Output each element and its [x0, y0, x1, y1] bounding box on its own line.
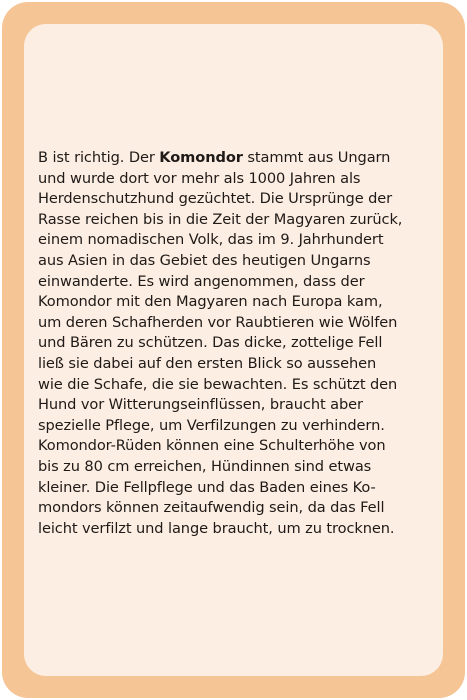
- answer-card-inner: [24, 24, 443, 676]
- answer-line: spezielle Pflege, um Verfilzungen zu verhindern.: [38, 416, 385, 434]
- answer-line: aus Asien in das Gebiet des heutigen Ungarns: [38, 251, 371, 269]
- answer-keyword: Komondor: [159, 149, 243, 166]
- answer-line: Rasse reichen bis in die Zeit der Magyaren zurück,: [38, 210, 403, 228]
- answer-line: kleiner. Die Fellpflege und das Baden eines Ko-: [38, 478, 376, 496]
- answer-line: ließ sie dabei auf den ersten Blick so aussehen: [38, 354, 377, 372]
- answer-line: mondors können zeitaufwendig sein, da das Fell: [38, 499, 385, 517]
- answer-line: einem nomadischen Volk, das im 9. Jahrhundert: [38, 231, 384, 249]
- answer-line: und Bären zu schützen. Das dicke, zottelige Fell: [38, 334, 383, 352]
- answer-line: Komondor mit den Magyaren nach Europa kam,: [38, 293, 383, 311]
- answer-intro: B ist richtig. Der: [38, 149, 160, 166]
- answer-line: einwanderte. Es wird angenommen, dass der: [38, 272, 365, 290]
- answer-line: Komondor-Rüden können eine Schulterhöhe von: [38, 437, 386, 455]
- answer-intro-rest: stammt aus Ungarn: [242, 149, 391, 166]
- answer-text: [38, 148, 438, 539]
- answer-card: [2, 2, 465, 698]
- answer-line: Herdenschutzhund gezüchtet. Die Ursprünge der: [38, 190, 393, 208]
- answer-line-first: [38, 148, 438, 169]
- answer-line: bis zu 80 cm erreichen, Hündinnen sind etwas: [38, 457, 372, 475]
- answer-line: Hund vor Witterungseinflüssen, braucht aber: [38, 396, 363, 414]
- answer-line: wie die Schafe, die sie bewachten. Es schützt den: [38, 375, 398, 393]
- answer-line: und wurde dort vor mehr als 1000 Jahren als: [38, 169, 361, 187]
- answer-line: um deren Schafherden vor Raubtieren wie Wölfen: [38, 313, 398, 331]
- answer-line: leicht verfilzt und lange braucht, um zu trocknen.: [38, 519, 395, 537]
